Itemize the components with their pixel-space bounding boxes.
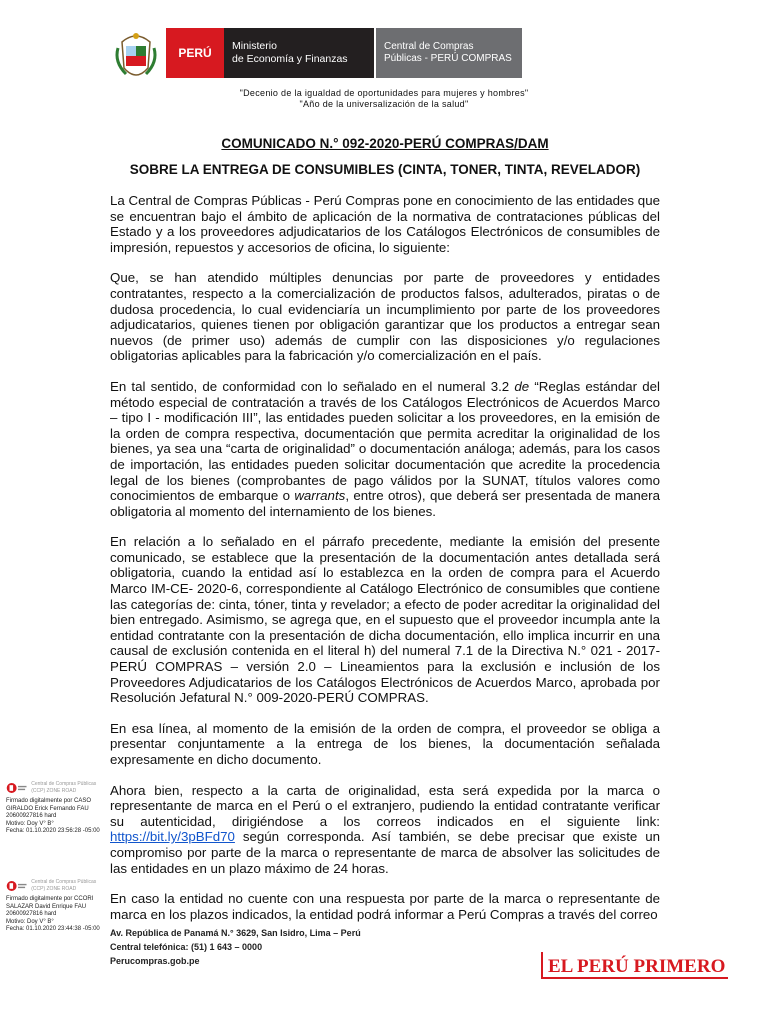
p3-part-c: “Reglas estándar del método especial de contratación a través de los Catálogos Electrónicos de Acuerdos Marco – tipo I - modificación III”, las entidades pueden solicitar a los proveedores, en la emisión de la orden de compra respectiva, documentación que permita acreditar la originalidad de los bienes, ya sea una “carta de originalidad” o documentación análoga; además, para los casos de importación, las entidades pueden solicitar documentación que acredite la procedencia legal de los bienes (comprobantes de pago válidos por la SUNAT, títulos valores como conocimientos de embarque o: [110, 378, 660, 504]
mef-line1: Ministerio: [232, 40, 277, 52]
p6-part-a: Ahora bien, respecto a la carta de originalidad, esta será expedida por la marca o representante de marca en el Perú o el extranjero, pudiendo la entidad contratante verificar su autenticidad, dirigiéndose a los correos indicados en el siguiente link:: [110, 782, 660, 829]
sig2-line3: 20600927816 hard: [6, 911, 57, 917]
sig2-line2: SALAZAR David Enrique FAU: [6, 903, 87, 910]
paragraph-7: En caso la entidad no cuente con una respuesta por parte de la marca o representante de marca en los plazos indicados, la entidad podrá informar a Perú Compras a través del correo: [110, 891, 660, 922]
peru-compras-label: [376, 28, 522, 78]
sig1-line2: GIRALDO Erick Fernando FAU: [6, 805, 89, 812]
el-peru-primero-brand: [540, 948, 730, 980]
decenio-line1: "Decenio de la igualdad de oportunidades para mujeres y hombres": [239, 88, 529, 98]
p6-part-b: según corresponda. Así también, se debe precisar que existe un compromiso por parte de la marca o representante de marca de absolver las solicitudes de las entidades en un plazo máximo de 24 horas.: [110, 829, 660, 876]
sig2-line1: Firmado digitalmente por CCORI: [6, 896, 94, 902]
footer-phone: Central telefónica: (51) 1 643 – 0000: [110, 942, 263, 952]
p3-part-b: de: [514, 378, 530, 394]
sig1-line1: Firmado digitalmente por CASO: [6, 798, 92, 804]
sig1-logo-text: Central de Compras Públicas (CCP) ZONE ROAD: [31, 780, 97, 794]
sig2-logo-text: Central de Compras Públicas (CCP) ZONE ROAD: [31, 878, 97, 892]
mef-line2: de Economía y Finanzas: [232, 53, 348, 65]
originality-link[interactable]: https://bit.ly/3pBFd70: [110, 829, 235, 845]
paragraph-5: En esa línea, al momento de la emisión de la orden de compra, el proveedor se obliga a presentar conjuntamente a la entrega de los bienes, la documentación señalada expresamente en dicho documento.: [110, 720, 660, 767]
paragraph-2: Que, se han atendido múltiples denuncias por parte de proveedores y entidades contratantes, respecto a la comercialización de productos falsos, adulterados, piratas o de dudosa procedencia, lo cual evidenciaría un incumplimiento por parte de los proveedores adjudicatarios, quienes tienen por obligación garantizar que los productos a entregar sean nuevos (de primer uso) además de cumplir con las disposiciones y/o regulaciones obligatorias aplicables para la fabricación y/o comercialización en el país.: [110, 270, 660, 364]
peru-label: PERÚ: [166, 28, 224, 78]
document-subtitle: SOBRE LA ENTREGA DE CONSUMIBLES (CINTA, TONER, TINTA, REVELADOR): [129, 162, 641, 177]
p3-part-a: En tal sentido, de conformidad con lo señalado en el numeral 3.2: [110, 378, 515, 394]
sig1-line4: Motivo: Doy V° B°: [6, 820, 54, 827]
brand-text: EL PERÚ PRIMERO: [548, 956, 726, 977]
pc-line2: Públicas - PERÚ COMPRAS: [384, 53, 512, 64]
p3-part-d: warrants: [294, 488, 346, 504]
paragraph-4: En relación a lo señalado en el párrafo precedente, mediante la emisión del presente comunicado, se establece que la presentación de la documentación antes detallada será obligatoria, cuando la entidad así lo establezca en la orden de compra para el Acuerdo Marco IM-CE- 2020-6, correspondiente al Catálogo Electrónico de consumibles que contiene las categorías de: cinta, tóner, tinta y revelador; a efecto de poder acreditar la originalidad del bien entregado. Asimismo, se agrega que, en el supuesto que el proveedor incumpla ante la entidad contratante con la presentación de dicha documentación, ello implica incurrir en una causal de exclusión contenida en el literal h) del numeral 7.1 de la Directiva N.° 021 - 2017-PERÚ COMPRAS – versión 2.0 – Lineamientos para la exclusión e inclusión de los Proveedores Adjudicatarios de los Catálogos Electrónicos de Acuerdos Marco, aprobada por Resolución Jefatural N.° 009-2020-PERÚ COMPRAS.: [110, 534, 660, 706]
document-title: COMUNICADO N.° 092-2020-PERÚ COMPRAS/DAM: [221, 136, 549, 151]
sig2-line4: Motivo: Doy V° B°: [6, 918, 54, 925]
sig1-line3: 20600927816 hard: [6, 813, 57, 819]
sig2-line5: Fecha: 01.10.2020 23:44:38 -05:00: [6, 926, 100, 932]
footer-contact: [110, 926, 361, 968]
pc-line1: Central de Compras: [384, 41, 474, 52]
footer-web: Perucompras.gob.pe: [110, 956, 200, 966]
decenio-motto: [150, 88, 618, 110]
p3-part-e: , entre otros), que deberá ser presentada de manera obligatoria al momento del internamiento de los bienes.: [110, 488, 660, 519]
paragraph-3: [110, 379, 660, 519]
document-body: [110, 193, 660, 937]
peru-coat-of-arms-icon: [112, 28, 160, 84]
mef-label: [224, 28, 374, 78]
peru-compras-logo-icon: [6, 778, 27, 798]
paragraph-6: [110, 783, 660, 877]
sig1-line5: Fecha: 01.10.2020 23:56:28 -05:00: [6, 828, 100, 834]
digital-signature-1: [6, 778, 110, 836]
decenio-line2: "Año de la universalización de la salud": [299, 99, 469, 109]
paragraph-1: La Central de Compras Públicas - Perú Compras pone en conocimiento de las entidades que se encuentran bajo el ámbito de aplicación de la normativa de contrataciones públicas del Estado y a los proveedores adjudicatarios de los Catálogos Electrónicos de consumibles de impresión, repuestos y accesorios de oficina, lo siguiente:: [110, 193, 660, 255]
peru-compras-logo-icon: [6, 876, 27, 896]
digital-signature-2: [6, 876, 110, 934]
footer-address: Av. República de Panamá N.° 3629, San Isidro, Lima – Perú: [110, 928, 361, 938]
